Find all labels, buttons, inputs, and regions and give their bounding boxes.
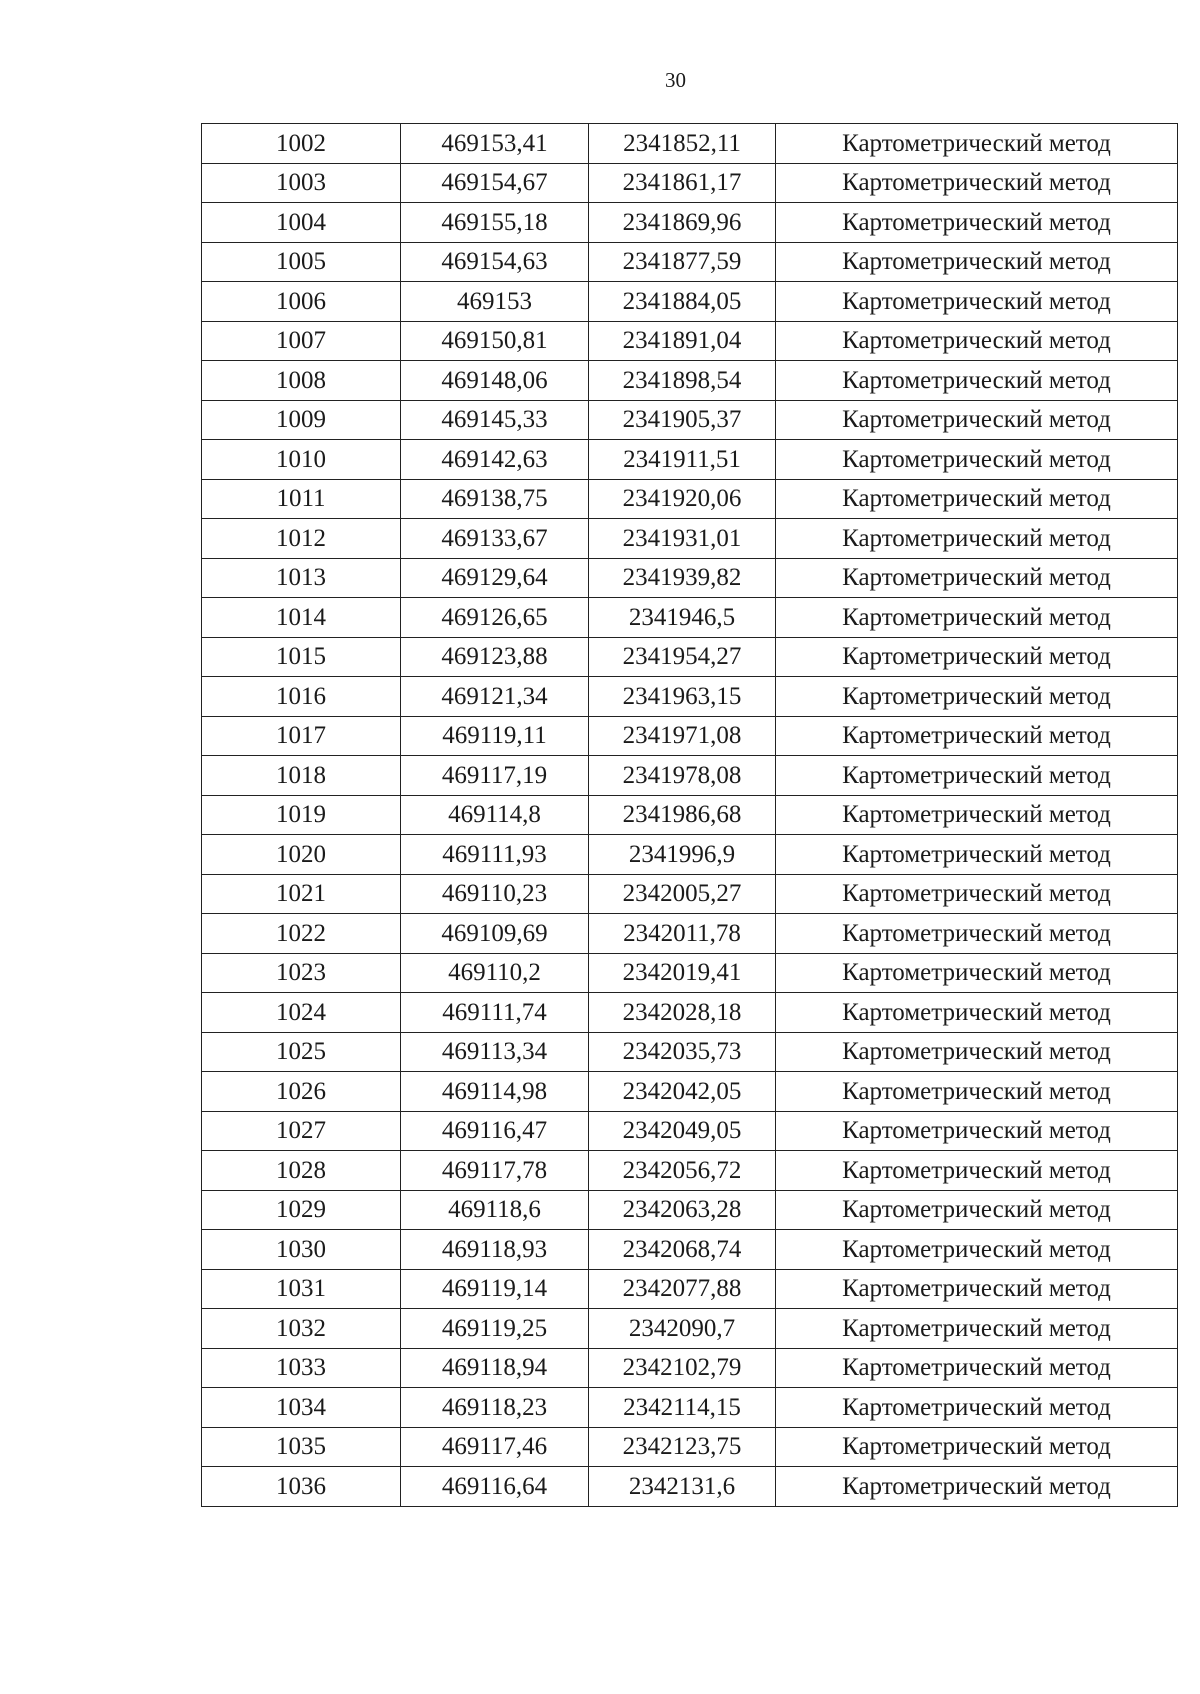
method-cell: Картометрический метод: [776, 361, 1178, 401]
table-row: [202, 400, 1178, 440]
x-coordinate-cell: 469110,23: [401, 874, 589, 914]
method-cell: Картометрический метод: [776, 400, 1178, 440]
table-row: [202, 1348, 1178, 1388]
method-cell: Картометрический метод: [776, 637, 1178, 677]
method-cell: Картометрический метод: [776, 1111, 1178, 1151]
x-coordinate-cell: 469114,8: [401, 795, 589, 835]
method-cell: Картометрический метод: [776, 835, 1178, 875]
method-cell: Картометрический метод: [776, 874, 1178, 914]
x-coordinate-cell: 469116,47: [401, 1111, 589, 1151]
y-coordinate-cell: 2342042,05: [589, 1072, 776, 1112]
x-coordinate-cell: 469116,64: [401, 1467, 589, 1507]
x-coordinate-cell: 469145,33: [401, 400, 589, 440]
table-row: [202, 1269, 1178, 1309]
method-cell: Картометрический метод: [776, 282, 1178, 322]
method-cell: Картометрический метод: [776, 716, 1178, 756]
table-row: [202, 953, 1178, 993]
y-coordinate-cell: 2341954,27: [589, 637, 776, 677]
y-coordinate-cell: 2342011,78: [589, 914, 776, 954]
page-number: 30: [665, 68, 686, 92]
x-coordinate-cell: 469155,18: [401, 203, 589, 243]
x-coordinate-cell: 469121,34: [401, 677, 589, 717]
y-coordinate-cell: 2342090,7: [589, 1309, 776, 1349]
y-coordinate-cell: 2342019,41: [589, 953, 776, 993]
method-cell: Картометрический метод: [776, 795, 1178, 835]
y-coordinate-cell: 2342077,88: [589, 1269, 776, 1309]
table-row: [202, 242, 1178, 282]
table-row: [202, 440, 1178, 480]
y-coordinate-cell: 2341963,15: [589, 677, 776, 717]
table-row: [202, 321, 1178, 361]
method-cell: Картометрический метод: [776, 242, 1178, 282]
point-number-cell: 1005: [202, 242, 401, 282]
point-number-cell: 1010: [202, 440, 401, 480]
x-coordinate-cell: 469113,34: [401, 1032, 589, 1072]
table-row: [202, 1427, 1178, 1467]
x-coordinate-cell: 469118,6: [401, 1190, 589, 1230]
point-number-cell: 1024: [202, 993, 401, 1033]
point-number-cell: 1011: [202, 479, 401, 519]
y-coordinate-cell: 2342114,15: [589, 1388, 776, 1428]
point-number-cell: 1004: [202, 203, 401, 243]
point-number-cell: 1013: [202, 558, 401, 598]
y-coordinate-cell: 2341891,04: [589, 321, 776, 361]
point-number-cell: 1017: [202, 716, 401, 756]
x-coordinate-cell: 469133,67: [401, 519, 589, 559]
y-coordinate-cell: 2341861,17: [589, 163, 776, 203]
point-number-cell: 1014: [202, 598, 401, 638]
x-coordinate-cell: 469154,67: [401, 163, 589, 203]
point-number-cell: 1020: [202, 835, 401, 875]
table-row: [202, 677, 1178, 717]
point-number-cell: 1022: [202, 914, 401, 954]
coordinates-table: [201, 123, 1178, 1507]
x-coordinate-cell: 469110,2: [401, 953, 589, 993]
point-number-cell: 1030: [202, 1230, 401, 1270]
x-coordinate-cell: 469123,88: [401, 637, 589, 677]
y-coordinate-cell: 2342131,6: [589, 1467, 776, 1507]
point-number-cell: 1028: [202, 1151, 401, 1191]
method-cell: Картометрический метод: [776, 993, 1178, 1033]
table-row: [202, 163, 1178, 203]
x-coordinate-cell: 469111,93: [401, 835, 589, 875]
x-coordinate-cell: 469117,78: [401, 1151, 589, 1191]
table-row: [202, 1072, 1178, 1112]
method-cell: Картометрический метод: [776, 598, 1178, 638]
point-number-cell: 1021: [202, 874, 401, 914]
y-coordinate-cell: 2341920,06: [589, 479, 776, 519]
y-coordinate-cell: 2342068,74: [589, 1230, 776, 1270]
method-cell: Картометрический метод: [776, 1269, 1178, 1309]
method-cell: Картометрический метод: [776, 677, 1178, 717]
y-coordinate-cell: 2341884,05: [589, 282, 776, 322]
y-coordinate-cell: 2341986,68: [589, 795, 776, 835]
point-number-cell: 1012: [202, 519, 401, 559]
table-row: [202, 519, 1178, 559]
table-row: [202, 1467, 1178, 1507]
x-coordinate-cell: 469126,65: [401, 598, 589, 638]
table-row: [202, 1032, 1178, 1072]
method-cell: Картометрический метод: [776, 1032, 1178, 1072]
point-number-cell: 1002: [202, 124, 401, 164]
method-cell: Картометрический метод: [776, 1190, 1178, 1230]
point-number-cell: 1023: [202, 953, 401, 993]
point-number-cell: 1035: [202, 1427, 401, 1467]
method-cell: Картометрический метод: [776, 321, 1178, 361]
coordinates-table-body: [202, 124, 1178, 1507]
y-coordinate-cell: 2341869,96: [589, 203, 776, 243]
x-coordinate-cell: 469153: [401, 282, 589, 322]
method-cell: Картометрический метод: [776, 914, 1178, 954]
method-cell: Картометрический метод: [776, 1072, 1178, 1112]
table-row: [202, 914, 1178, 954]
point-number-cell: 1033: [202, 1348, 401, 1388]
point-number-cell: 1009: [202, 400, 401, 440]
y-coordinate-cell: 2341852,11: [589, 124, 776, 164]
table-row: [202, 637, 1178, 677]
y-coordinate-cell: 2342123,75: [589, 1427, 776, 1467]
table-row: [202, 203, 1178, 243]
table-row: [202, 598, 1178, 638]
table-row: [202, 282, 1178, 322]
method-cell: Картометрический метод: [776, 1467, 1178, 1507]
y-coordinate-cell: 2341971,08: [589, 716, 776, 756]
table-row: [202, 1111, 1178, 1151]
y-coordinate-cell: 2341996,9: [589, 835, 776, 875]
method-cell: Картометрический метод: [776, 479, 1178, 519]
y-coordinate-cell: 2341911,51: [589, 440, 776, 480]
table-row: [202, 361, 1178, 401]
point-number-cell: 1007: [202, 321, 401, 361]
x-coordinate-cell: 469114,98: [401, 1072, 589, 1112]
table-row: [202, 558, 1178, 598]
y-coordinate-cell: 2342056,72: [589, 1151, 776, 1191]
method-cell: Картометрический метод: [776, 440, 1178, 480]
x-coordinate-cell: 469154,63: [401, 242, 589, 282]
x-coordinate-cell: 469117,46: [401, 1427, 589, 1467]
point-number-cell: 1029: [202, 1190, 401, 1230]
x-coordinate-cell: 469118,93: [401, 1230, 589, 1270]
table-row: [202, 1230, 1178, 1270]
table-row: [202, 993, 1178, 1033]
method-cell: Картометрический метод: [776, 203, 1178, 243]
y-coordinate-cell: 2342063,28: [589, 1190, 776, 1230]
method-cell: Картометрический метод: [776, 1388, 1178, 1428]
x-coordinate-cell: 469118,23: [401, 1388, 589, 1428]
x-coordinate-cell: 469117,19: [401, 756, 589, 796]
y-coordinate-cell: 2342049,05: [589, 1111, 776, 1151]
point-number-cell: 1032: [202, 1309, 401, 1349]
table-row: [202, 1388, 1178, 1428]
table-row: [202, 124, 1178, 164]
table-row: [202, 835, 1178, 875]
x-coordinate-cell: 469118,94: [401, 1348, 589, 1388]
point-number-cell: 1036: [202, 1467, 401, 1507]
y-coordinate-cell: 2341978,08: [589, 756, 776, 796]
method-cell: Картометрический метод: [776, 163, 1178, 203]
y-coordinate-cell: 2341877,59: [589, 242, 776, 282]
point-number-cell: 1026: [202, 1072, 401, 1112]
method-cell: Картометрический метод: [776, 519, 1178, 559]
point-number-cell: 1019: [202, 795, 401, 835]
y-coordinate-cell: 2341898,54: [589, 361, 776, 401]
table-row: [202, 716, 1178, 756]
y-coordinate-cell: 2341905,37: [589, 400, 776, 440]
x-coordinate-cell: 469129,64: [401, 558, 589, 598]
x-coordinate-cell: 469119,11: [401, 716, 589, 756]
table-row: [202, 479, 1178, 519]
point-number-cell: 1006: [202, 282, 401, 322]
y-coordinate-cell: 2341939,82: [589, 558, 776, 598]
method-cell: Картометрический метод: [776, 558, 1178, 598]
x-coordinate-cell: 469109,69: [401, 914, 589, 954]
y-coordinate-cell: 2341931,01: [589, 519, 776, 559]
table-row: [202, 1309, 1178, 1349]
table-row: [202, 1190, 1178, 1230]
table-row: [202, 1151, 1178, 1191]
y-coordinate-cell: 2342035,73: [589, 1032, 776, 1072]
y-coordinate-cell: 2342028,18: [589, 993, 776, 1033]
point-number-cell: 1025: [202, 1032, 401, 1072]
table-row: [202, 874, 1178, 914]
x-coordinate-cell: 469150,81: [401, 321, 589, 361]
y-coordinate-cell: 2342102,79: [589, 1348, 776, 1388]
method-cell: Картометрический метод: [776, 124, 1178, 164]
point-number-cell: 1027: [202, 1111, 401, 1151]
point-number-cell: 1034: [202, 1388, 401, 1428]
y-coordinate-cell: 2341946,5: [589, 598, 776, 638]
x-coordinate-cell: 469119,14: [401, 1269, 589, 1309]
method-cell: Картометрический метод: [776, 1309, 1178, 1349]
point-number-cell: 1016: [202, 677, 401, 717]
method-cell: Картометрический метод: [776, 1348, 1178, 1388]
method-cell: Картометрический метод: [776, 1427, 1178, 1467]
y-coordinate-cell: 2342005,27: [589, 874, 776, 914]
point-number-cell: 1031: [202, 1269, 401, 1309]
x-coordinate-cell: 469119,25: [401, 1309, 589, 1349]
point-number-cell: 1003: [202, 163, 401, 203]
x-coordinate-cell: 469138,75: [401, 479, 589, 519]
method-cell: Картометрический метод: [776, 1230, 1178, 1270]
x-coordinate-cell: 469142,63: [401, 440, 589, 480]
x-coordinate-cell: 469148,06: [401, 361, 589, 401]
method-cell: Картометрический метод: [776, 953, 1178, 993]
method-cell: Картометрический метод: [776, 756, 1178, 796]
x-coordinate-cell: 469111,74: [401, 993, 589, 1033]
x-coordinate-cell: 469153,41: [401, 124, 589, 164]
point-number-cell: 1018: [202, 756, 401, 796]
point-number-cell: 1008: [202, 361, 401, 401]
table-row: [202, 756, 1178, 796]
table-row: [202, 795, 1178, 835]
method-cell: Картометрический метод: [776, 1151, 1178, 1191]
point-number-cell: 1015: [202, 637, 401, 677]
